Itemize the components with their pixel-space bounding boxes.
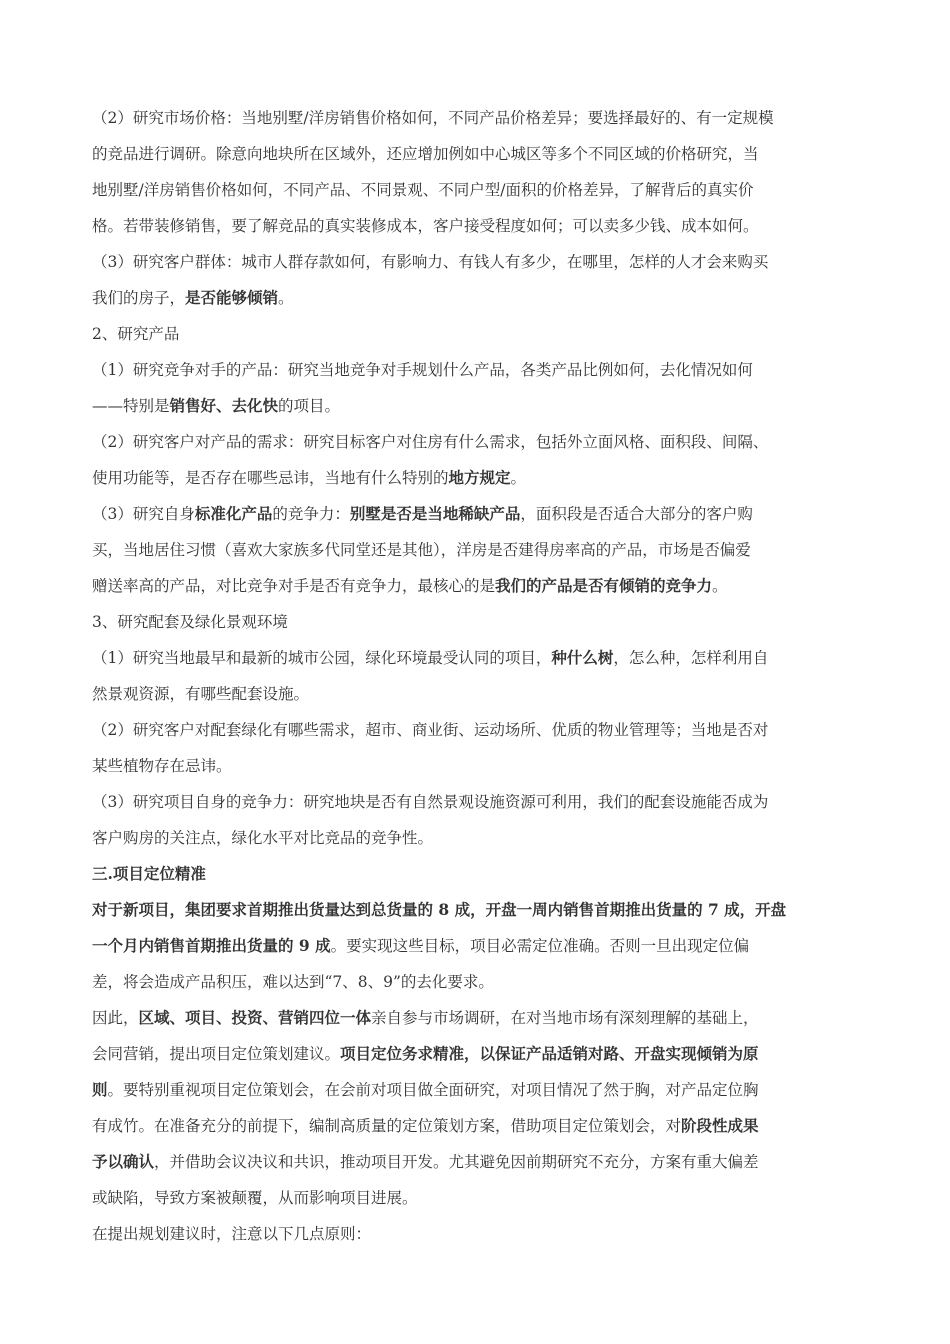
text-line — [92, 1144, 862, 1180]
text-line — [92, 820, 862, 856]
text-line — [92, 1000, 862, 1036]
text-segment: （2）研究客户对产品的需求：研究目标客户对住房有什么需求，包括外立面风格、面积段、间隔、 — [92, 433, 769, 451]
text-segment: 。要实现这些目标，项目必需定位准确。否则一旦出现定位偏 — [330, 937, 750, 955]
text-line — [92, 892, 862, 928]
text-line — [92, 208, 862, 244]
text-line — [92, 1180, 862, 1216]
text-segment: 。 — [712, 577, 728, 595]
bold-text: 标准化产品 — [194, 504, 273, 523]
text-segment: 格。若带装修销售，要了解竞品的真实装修成本，客户接受程度如何；可以卖多少钱、成本如何。 — [92, 217, 759, 235]
text-line — [92, 496, 862, 532]
bold-text: 则 — [92, 1080, 108, 1099]
text-line — [92, 964, 862, 1000]
text-line — [92, 244, 862, 280]
text-segment: 会同营销，提出项目定位策划建议。 — [92, 1045, 341, 1063]
text-segment: （1）研究当地最早和最新的城市公园，绿化环境最受认同的项目， — [92, 649, 552, 667]
text-line — [92, 100, 862, 136]
bold-text: 销售好、去化快 — [169, 396, 279, 415]
text-segment: 买，当地居住习惯（喜欢大家族多代同堂还是其他），洋房是否建得房率高的产品，市场是否偏爱 — [92, 541, 751, 559]
text-line — [92, 676, 862, 712]
text-segment: 3、研究配套及绿化景观环境 — [92, 613, 288, 631]
bold-text: 别墅是否是当地稀缺产品 — [349, 504, 521, 523]
bold-text: 项目定位务求精准，以保证产品适销对路、开盘实现倾销为原 — [340, 1044, 759, 1063]
text-line — [92, 856, 862, 892]
bold-text: 种什么树 — [551, 648, 614, 667]
bold-text: 阶段性成果 — [681, 1116, 759, 1135]
text-segment: （2）研究客户对配套绿化有哪些需求，超市、商业街、运动场所、优质的物业管理等；当地是否对 — [92, 721, 769, 739]
text-segment: 2、研究产品 — [92, 325, 180, 343]
text-segment: 在提出规划建议时，注意以下几点原则： — [92, 1225, 372, 1243]
bold-text: 我们的产品是否有倾销的竞争力 — [495, 576, 713, 595]
text-line — [92, 1036, 862, 1072]
text-line — [92, 640, 862, 676]
text-segment: 某些植物存在忌讳。 — [92, 757, 232, 775]
text-segment: 然景观资源，有哪些配套设施。 — [92, 685, 310, 703]
text-line — [92, 712, 862, 748]
text-segment: 。要特别重视项目定位策划会，在会前对项目做全面研究，对项目情况了然于胸，对产品定位胸 — [107, 1081, 759, 1099]
text-segment: 。 — [278, 289, 294, 307]
text-segment: 或缺陷，导致方案被颠覆，从而影响项目进展。 — [92, 1189, 418, 1207]
text-line — [92, 388, 862, 424]
text-line — [92, 568, 862, 604]
text-segment: 的竞争力： — [272, 505, 350, 523]
text-line — [92, 1072, 862, 1108]
text-segment: （3）研究项目自身的竞争力：研究地块是否有自然景观设施资源可利用，我们的配套设施能否成为 — [92, 793, 769, 811]
text-segment: ，怎么种，怎样利用自 — [613, 649, 769, 667]
bold-text: 对于新项目，集团要求首期推出货量达到总货量的 8 成，开盘一周内销售首期推出货量的 7 成，开盘 — [92, 900, 787, 919]
text-line — [92, 460, 862, 496]
text-line — [92, 784, 862, 820]
bold-text: 区域、项目、投资、营销四位一体 — [138, 1008, 372, 1027]
text-segment: 地别墅/洋房销售价格如何，不同产品、不同景观、不同户型/面积的价格差异，了解背后的真实价 — [92, 181, 754, 199]
text-segment: （3）研究客户群体：城市人群存款如何，有影响力、有钱人有多少，在哪里，怎样的人才会来购买 — [92, 253, 769, 271]
text-segment: （2）研究市场价格：当地别墅/洋房销售价格如何，不同产品价格差异；要选择最好的、有一定规模 — [92, 109, 774, 127]
text-line — [92, 1108, 862, 1144]
text-line — [92, 352, 862, 388]
bold-text: 一个月内销售首期推出货量的 9 成 — [92, 936, 331, 955]
text-line — [92, 1216, 862, 1252]
text-line — [92, 172, 862, 208]
text-segment: （3）研究自身 — [92, 505, 195, 523]
text-line — [92, 136, 862, 172]
text-segment: 。 — [510, 469, 527, 487]
text-segment: 的项目。 — [278, 397, 341, 415]
text-segment: 的竞品进行调研。除意向地块所在区域外，还应增加例如中心城区等多个不同区域的价格研究，当 — [92, 145, 759, 163]
text-segment: 差，将会造成产品积压，难以达到“7、8、9”的去化要求。 — [92, 973, 494, 991]
text-segment: ——特别是 — [92, 397, 170, 415]
text-line — [92, 280, 862, 316]
text-segment: 赠送率高的产品，对比竞争对手是否有竞争力，最核心的是 — [92, 577, 496, 595]
bold-text: 地方规定 — [448, 468, 511, 487]
text-line — [92, 604, 862, 640]
text-segment: ，面积段是否适合大部分的客户购 — [520, 505, 753, 523]
text-segment: （1）研究竞争对手的产品：研究当地竞争对手规划什么产品，各类产品比例如何，去化情况如何 — [92, 361, 753, 379]
text-segment: 使用功能等，是否存在哪些忌讳，当地有什么特别的 — [92, 469, 449, 487]
text-line — [92, 928, 862, 964]
text-line — [92, 316, 862, 352]
text-segment: 亲自参与市场调研，在对当地市场有深刻理解的基础上， — [371, 1009, 759, 1027]
text-segment: 有成竹。在准备充分的前提下，编制高质量的定位策划方案，借助项目定位策划会，对 — [92, 1117, 682, 1135]
text-segment: ，并借助会议决议和共识，推动项目开发。尤其避免因前期研究不充分，方案有重大偏差 — [154, 1153, 759, 1171]
text-segment: 客户购房的关注点，绿化水平对比竞品的竞争性。 — [92, 829, 434, 847]
bold-text: 三.项目定位精准 — [92, 864, 206, 883]
bold-text: 是否能够倾销 — [185, 288, 279, 307]
text-segment: 因此， — [92, 1009, 139, 1027]
text-line — [92, 424, 862, 460]
text-line — [92, 748, 862, 784]
bold-text: 予以确认 — [92, 1152, 155, 1171]
text-line — [92, 532, 862, 568]
text-segment: 我们的房子， — [92, 289, 186, 307]
